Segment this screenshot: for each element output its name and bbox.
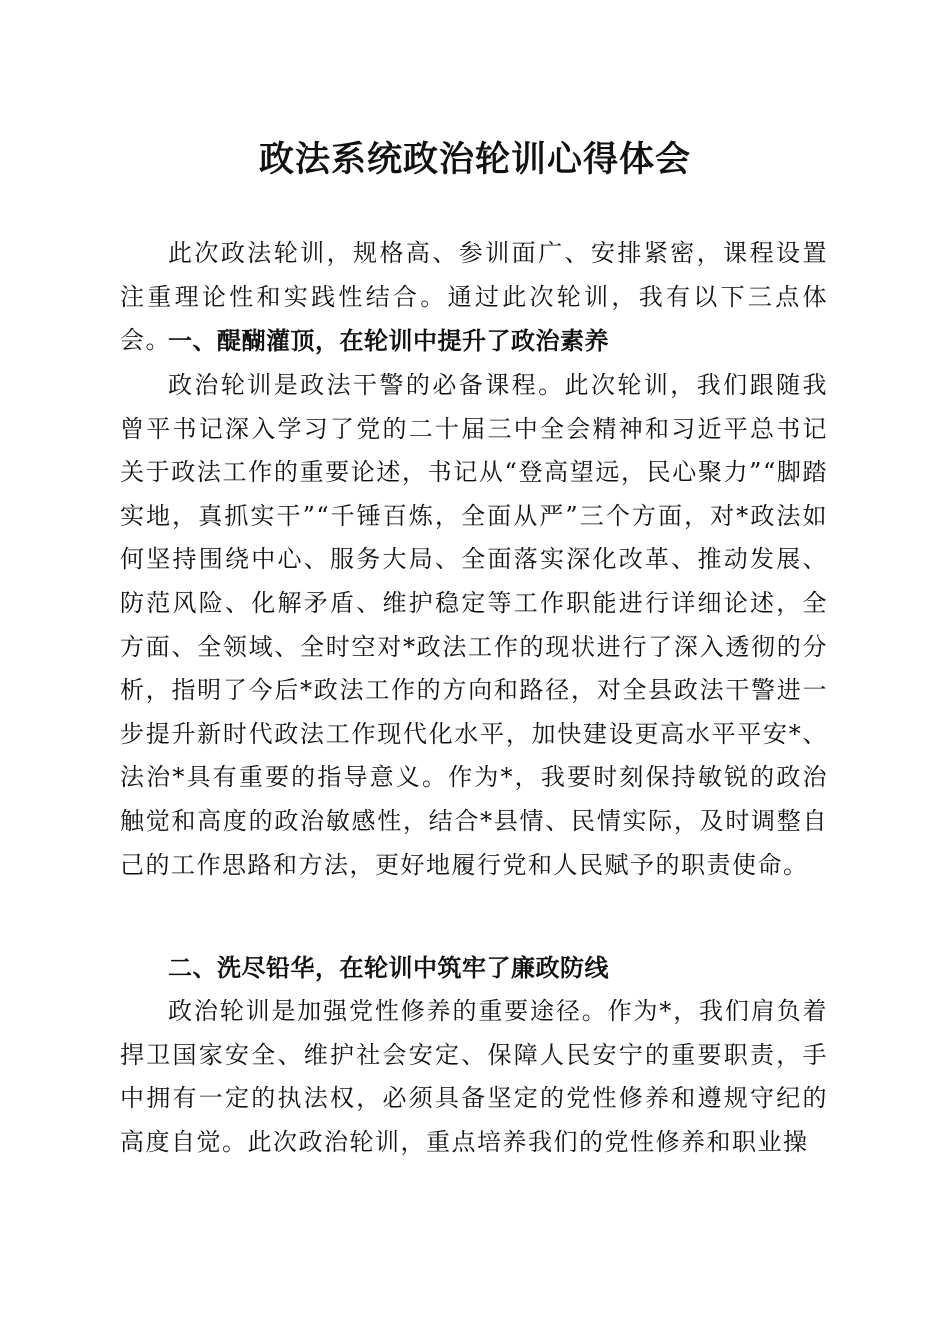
document-title: 政法系统政治轮训心得体会 [258, 139, 691, 180]
section-one-paragraph: 政治轮训是政法干警的必备课程。此次轮训，我们跟随我曾平书记深入学习了党的二十届三中全会精神和习近平总书记关于政法工作的重要论述，书记从“登高望远，民心聚力”“脚踏实地，真抓实干”“千锤百炼，全面从严”三个方面，对*政法如何坚持围绕中心、服务大局、全面落实深化改革、推动发展、防范风险、化解矛盾、维护稳定等工作职能进行详细论述，全方面、全领域、全时空对*政法工作的现状进行了深入透彻的分析，指明了今后*政法工作的方向和路径，对全县政法干警进一步提升新时代政法工作现代化水平，加快建设更高水平平安*、法治*具有重要的指导意义。作为*，我要时刻保持敏锐的政治触觉和高度的政治敏感性，结合*县情、民情实际，及时调整自己的工作思路和方法，更好地履行党和人民赋予的职责使命。 [120, 371, 828, 879]
section-one-heading: 一、醍醐灌顶，在轮训中提升了政治素养 [168, 327, 609, 355]
section-two-paragraph: 政治轮训是加强党性修养的重要途径。作为*，我们肩负着捍卫国家安全、维护社会安定、保障人民安宁的重要职责，手中拥有一定的执法权，必须具备坚定的党性修养和遵规守纪的高度自觉。此次政治轮训，重点培养我们的党性修养和职业操 [120, 997, 828, 1156]
intro-paragraph: 此次政法轮训，规格高、参训面广、安排紧密，课程设置注重理论性和实践性结合。通过此次轮训，我有以下三点体会。 [120, 239, 828, 355]
section-two-heading: 二、洗尽铅华，在轮训中筑牢了廉政防线 [168, 954, 609, 982]
